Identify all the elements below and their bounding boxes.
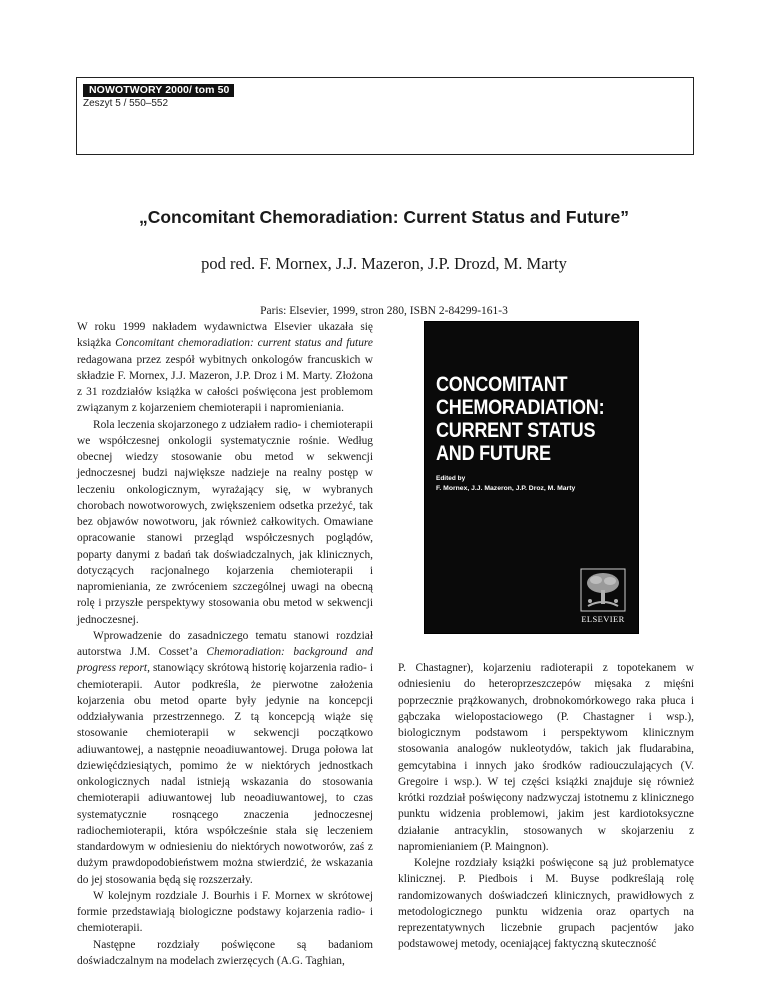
book-editors: pod red. F. Mornex, J.J. Mazeron, J.P. Drozd, M. Marty [201, 254, 567, 273]
publication-info: Paris: Elsevier, 1999, stron 280, ISBN 2-84299-161-3 [260, 305, 508, 317]
paragraph-2: Rola leczenia skojarzonego z udziałem radio- i chemioterapii we współczesnej onkologii systematycznie rośnie. Według obecnej wiedzy stosowanie obu metod w sekwencji jednoczesnej budzi największe nadzieje na realny postęp w leczeniu onkologicznym, wyrażający się, w wybranych chorobach nowotworowych, zwiększeniem odsetka przeżyć, tak bez objawów nowotworu, jak również całkowitych. Omawiane opracowanie stanowi przegląd współczesnych poglądów, poparty danymi z badań tak doświadczalnych, jak klinicznych, dotyczących racjonalnego kojarzenia chemioterapii i napromieniania, ze zwróceniem szczególnej uwagi na obecną rolę i przyszłe perspektywy stosowania obu metod w sekwencji jednoczesnej. [77, 418, 373, 626]
chapter-title-italic: Chemoradiation: background and progress report [77, 646, 373, 675]
paragraph-1: W roku 1999 nakładem wydawnictwa Elsevier ukazała się książka Concomitant chemoradiation: current status and future redagowana przez zespół wybitnych onkologów francuskich w składzie F. Mornex, J.J. Mazeron, J.P. Droz i M. Marty. Złożona z 31 rozdziałów książka w całości poświęcona jest problemom związanym z kojarzeniem chemioterapii i napromieniania. [77, 321, 373, 415]
cover-edited-by: Edited by [436, 475, 466, 482]
paragraph-3: Wprowadzenie do zasadniczego tematu stanowi rozdział autorstwa J.M. Cosset’a Chemoradiation: background and progress report, stanowiący skrótową historię kojarzenia radio- i chemioterapii. Autor podkreśla, że pierwotne założenia kojarzenia obu metod oparte były jedynie na koncepcji oddziaływania przestrzennego. Z tą koncepcją wiąże się stosowanie chemioterapii w sekwencji początkowo adiuwantowej, a następnie neoadiuwantowej. Druga połowa lat dziewięćdziesiątych, pomimo że w niektórych jednostkach onkologicznych nadal istnieją wskazania do stosowania chemioterapii adiuwantowej lub neoadiuwantowej, to czas systematycznie rosnącego znaczenia jednoczesnej radiochemioterapii, która współcześnie stała się leczeniem standardowym w odniesieniu do niektórych nowotworów, zaś z dużym prawdopodobieństwem można stwierdzić, że wskazania do jej stosowania będą się rozszerzały. [77, 629, 373, 886]
cover-title [436, 373, 608, 465]
cover-title-line: AND FUTURE [436, 442, 551, 465]
journal-badge: NOWOTWORY 2000/ tom 50 [83, 84, 234, 97]
cover-title-line: CONCOMITANT [436, 373, 568, 396]
book-title-italic: Concomitant chemoradiation: current status and future [115, 337, 373, 350]
cover-title-line: CHEMORADIATION: [436, 396, 605, 419]
cover-publisher: ELSEVIER [581, 614, 625, 624]
paragraph-right-2: Kolejne rozdziały książki poświęcone są już problematyce klinicznej. P. Piedbois i M. Buyse podkreślają rolę randomizowanych doświadczeń klinicznych, prawidłowych z metodologicznego punktu widzenia oraz opartych na reprezentatywnych liczebnie grupach pacjentów jako podstawowej metody, oceniającej faktyczną skuteczność [398, 857, 694, 951]
cover-editors: F. Mornex, J.J. Mazeron, J.P. Droz, M. Marty [436, 485, 576, 492]
paragraph-right-1: P. Chastagner), kojarzeniu radioterapii z topotekanem w odniesieniu do heteroprzeszczepów mięsaka z mięśni poprzecznie prążkowanych, drobnokomórkowego raka płuca i gąbczaka wielopostaciowego (P. Chastagner i wsp.), biologicznym podstawom i perspektywom klinicznym stosowania analogów nukleotydów, takich jak fludarabina, gemcytabina i innych jako środków radiouczulających (V. Gregoire i wsp.). W tej części książki znajduje się również krótki rozdział poświęcony nadzwyczaj istotnemu z klinicznego punktu widzenia problemowi, jakim jest kardiotoksyczne działanie antracyklin, stosowanych w skojarzeniu z napromienianiem (P. Maingnon). [398, 662, 694, 853]
book-cover [424, 321, 639, 634]
paragraph-5: Następne rozdziały poświęcone są badaniom doświadczalnym na modelach zwierzęcych (A.G. Taghian, [77, 938, 373, 967]
left-column [77, 319, 373, 969]
right-column [398, 660, 694, 953]
book-title: „Concomitant Chemoradiation: Current Status and Future” [138, 207, 630, 227]
elsevier-tree-icon [580, 568, 626, 612]
cover-title-line: CURRENT STATUS [436, 419, 596, 442]
issue-line: Zeszyt 5 / 550–552 [83, 98, 169, 109]
paragraph-4: W kolejnym rozdziale J. Bourhis i F. Mornex w skrótowej formie przedstawiają biologiczne podstawy kojarzenia radio- i chemioterapii. [77, 889, 373, 935]
journal-header-box [76, 77, 694, 155]
